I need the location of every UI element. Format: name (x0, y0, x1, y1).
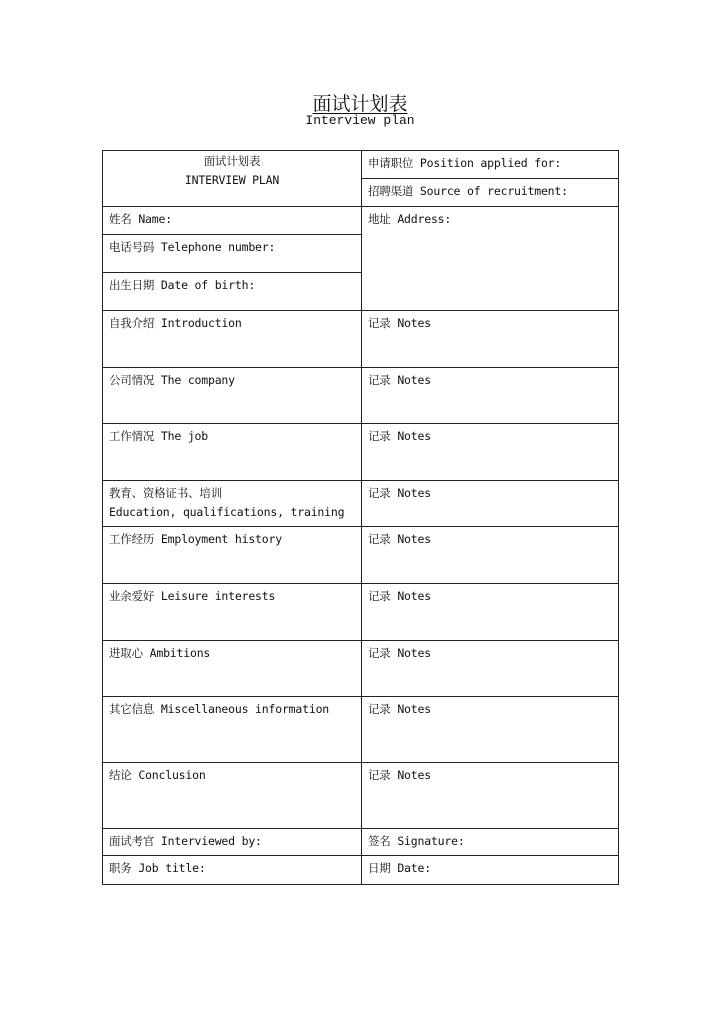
section-row-topic[interactable] (102, 480, 362, 527)
section-row-notes-label: 记录 Notes (368, 316, 431, 330)
section-row-notes[interactable] (361, 480, 619, 527)
section-row-topic-label: 结论 Conclusion (109, 768, 206, 782)
section-row-topic[interactable] (102, 640, 362, 697)
section-row-notes-label: 记录 Notes (368, 702, 431, 716)
document-title-text: 面试计划表 (312, 93, 408, 115)
section-row-topic-label: 教育、资格证书、培训 (109, 486, 222, 500)
section-row-notes-label: 记录 Notes (368, 429, 431, 443)
section-row-topic-label: 公司情况 The company (109, 373, 235, 387)
section-row-notes[interactable] (361, 526, 619, 584)
address-field-label: 地址 Address: (368, 212, 452, 226)
position-applied-field[interactable] (361, 150, 619, 179)
section-row-topic[interactable] (102, 423, 362, 481)
date-field[interactable] (361, 855, 619, 885)
section-row-notes-label: 记录 Notes (368, 589, 431, 603)
interviewed-by-field-label: 面试考官 Interviewed by: (109, 834, 262, 848)
telephone-field[interactable] (102, 234, 362, 273)
section-row-notes[interactable] (361, 762, 619, 829)
address-field[interactable] (361, 206, 619, 311)
signature-field[interactable] (361, 828, 619, 856)
section-row-topic-label: 业余爱好 Leisure interests (109, 589, 276, 603)
section-row-notes-label: 记录 Notes (368, 373, 431, 387)
section-row-topic[interactable] (102, 696, 362, 763)
section-row-notes[interactable] (361, 423, 619, 481)
interviewed-by-field[interactable] (102, 828, 362, 856)
job-title-field-label: 职务 Job title: (109, 861, 206, 875)
date-of-birth-field-label: 出生日期 Date of birth: (109, 278, 256, 292)
section-row-notes[interactable] (361, 696, 619, 763)
section-row-notes[interactable] (361, 583, 619, 641)
job-title-field[interactable] (102, 855, 362, 885)
section-row-topic[interactable] (102, 526, 362, 584)
section-row-topic-label: 自我介绍 Introduction (109, 316, 242, 330)
section-row-topic-label: 工作经历 Employment history (109, 532, 282, 546)
section-row-topic[interactable] (102, 583, 362, 641)
section-row-topic-label: Education, qualifications, training (109, 505, 345, 519)
name-field-label: 姓名 Name: (109, 212, 172, 226)
section-row-notes-label: 记录 Notes (368, 768, 431, 782)
section-row-notes[interactable] (361, 640, 619, 697)
section-row-notes[interactable] (361, 310, 619, 368)
source-of-recruitment-field-label: 招聘渠道 Source of recruitment: (368, 184, 568, 198)
signature-field-label: 签名 Signature: (368, 834, 465, 848)
section-row-notes[interactable] (361, 367, 619, 424)
table-header-cell[interactable] (102, 150, 362, 207)
section-row-notes-label: 记录 Notes (368, 486, 431, 500)
table-header-cell-label: INTERVIEW PLAN (184, 173, 280, 187)
section-row-notes-label: 记录 Notes (368, 532, 431, 546)
section-row-topic[interactable] (102, 367, 362, 424)
section-row-topic[interactable] (102, 310, 362, 368)
section-row-topic[interactable] (102, 762, 362, 829)
section-row-topic-label: 其它信息 Miscellaneous information (109, 702, 330, 716)
name-field[interactable] (102, 206, 362, 235)
table-header-cell-label: 面试计划表 (203, 154, 261, 168)
date-field-label: 日期 Date: (368, 861, 431, 875)
position-applied-field-label: 申请职位 Position applied for: (368, 156, 562, 170)
date-of-birth-field[interactable] (102, 272, 362, 311)
section-row-topic-label: 进取心 Ambitions (109, 646, 211, 660)
section-row-notes-label: 记录 Notes (368, 646, 431, 660)
telephone-field-label: 电话号码 Telephone number: (109, 240, 276, 254)
document-subtitle: Interview plan (305, 113, 415, 128)
section-row-topic-label: 工作情况 The job (109, 429, 208, 443)
document-title (0, 89, 720, 116)
source-of-recruitment-field[interactable] (361, 178, 619, 207)
